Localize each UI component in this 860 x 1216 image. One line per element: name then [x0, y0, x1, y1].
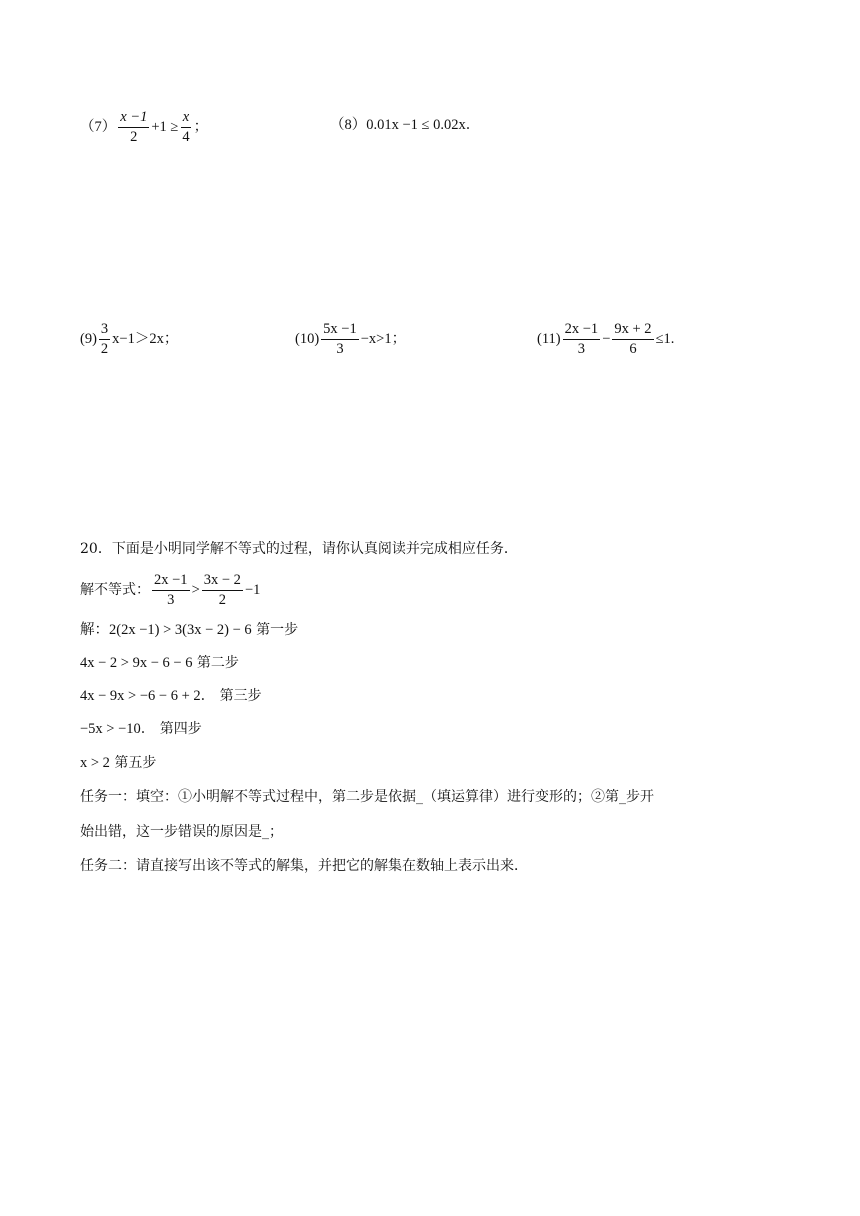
problem-10-fraction-numerator: 5x −1	[321, 322, 359, 340]
problem-11-fraction-1-numerator: 2x −1	[563, 322, 601, 340]
step-4-label: 第四步	[159, 721, 202, 737]
step-5-label: 第五步	[114, 755, 157, 771]
step-2-expression: 4x − 2 > 9x − 6 − 6	[80, 655, 193, 671]
inequality-fraction-2-numerator: 3x − 2	[202, 573, 243, 591]
problem-10	[295, 322, 406, 356]
inequality-fraction-2	[202, 573, 243, 607]
problem-11-fraction-2	[612, 322, 653, 356]
step-1-label: 第一步	[256, 622, 299, 638]
problem-11	[537, 322, 674, 356]
problem-10-number: (10)	[295, 330, 320, 347]
problem-7-middle: +1 ≥	[151, 118, 179, 135]
task-1-line-1: 任务一：填空：①小明解不等式过程中，第二步是依据_（填运算律）进行变形的；②第_步开	[80, 789, 654, 805]
problem-8-end: ．	[465, 117, 481, 133]
task-1-line-2: 始出错，这一步错误的原因是_；	[80, 824, 283, 840]
step-3-expression: 4x − 9x > −6 − 6 + 2．	[80, 688, 216, 704]
solution-step-1	[80, 623, 298, 638]
step-5-expression: x > 2	[80, 755, 110, 771]
step-3-label: 第三步	[219, 688, 262, 704]
problem-7-fraction-1	[118, 110, 149, 144]
problem-9-fraction-numerator: 3	[99, 322, 110, 340]
problem-10-fraction	[321, 322, 359, 356]
step-1-expression: 解：2(2x −1) > 3(3x − 2) − 6	[80, 622, 252, 638]
problem-11-minus: −	[602, 330, 611, 347]
solution-step-4	[80, 722, 202, 737]
inequality-gt: >	[191, 581, 200, 598]
problem-11-fraction-2-denominator: 6	[629, 340, 637, 357]
solve-label: 解不等式：	[80, 582, 150, 598]
solution-step-2	[80, 656, 239, 671]
problem-8-expression: 0.01x −1 ≤ 0.02x	[366, 117, 466, 133]
problem-9-fraction	[99, 322, 110, 356]
question-20-inequality	[80, 573, 260, 607]
problem-9-fraction-denominator: 2	[100, 340, 109, 357]
inequality-tail: −1	[244, 581, 261, 598]
problem-7-fraction-1-denominator: 2	[130, 128, 138, 145]
problem-8	[330, 118, 480, 133]
problem-11-fraction-1	[563, 322, 601, 356]
problem-11-expression: ≤1.	[655, 330, 675, 347]
problem-8-number: （8）	[330, 117, 367, 133]
problem-7-end: ；	[193, 118, 209, 135]
inequality-fraction-1-denominator: 3	[167, 591, 175, 608]
solution-step-5	[80, 756, 156, 771]
inequality-fraction-1-numerator: 2x −1	[152, 573, 190, 591]
problem-7-fraction-1-numerator: x −1	[120, 109, 148, 125]
task-2: 任务二：请直接写出该不等式的解集，并把它的解集在数轴上表示出来．	[80, 858, 528, 874]
problem-7-fraction-2-numerator: x	[182, 109, 190, 125]
inequality-fraction-2-denominator: 2	[218, 591, 226, 608]
problem-9	[80, 322, 178, 356]
problem-11-number: (11)	[537, 330, 561, 347]
problem-7-fraction-2-denominator: 4	[182, 128, 190, 145]
problem-10-fraction-denominator: 3	[336, 340, 344, 357]
step-4-expression: −5x > −10．	[80, 721, 156, 737]
question-20-intro: 20．下面是小明同学解不等式的过程，请你认真阅读并完成相应任务．	[80, 541, 518, 557]
problem-7	[80, 110, 208, 144]
solution-step-3	[80, 689, 262, 704]
problem-9-expression: x−1＞2x；	[112, 330, 179, 347]
problem-7-fraction-2	[180, 110, 191, 144]
inequality-fraction-1	[152, 573, 190, 607]
problem-9-number: (9)	[80, 330, 97, 347]
problem-11-fraction-1-denominator: 3	[577, 340, 586, 357]
step-2-label: 第二步	[196, 655, 239, 671]
problem-7-number: （7）	[80, 118, 117, 135]
problem-11-fraction-2-numerator: 9x + 2	[612, 322, 653, 340]
problem-10-expression: −x>1；	[360, 330, 407, 347]
